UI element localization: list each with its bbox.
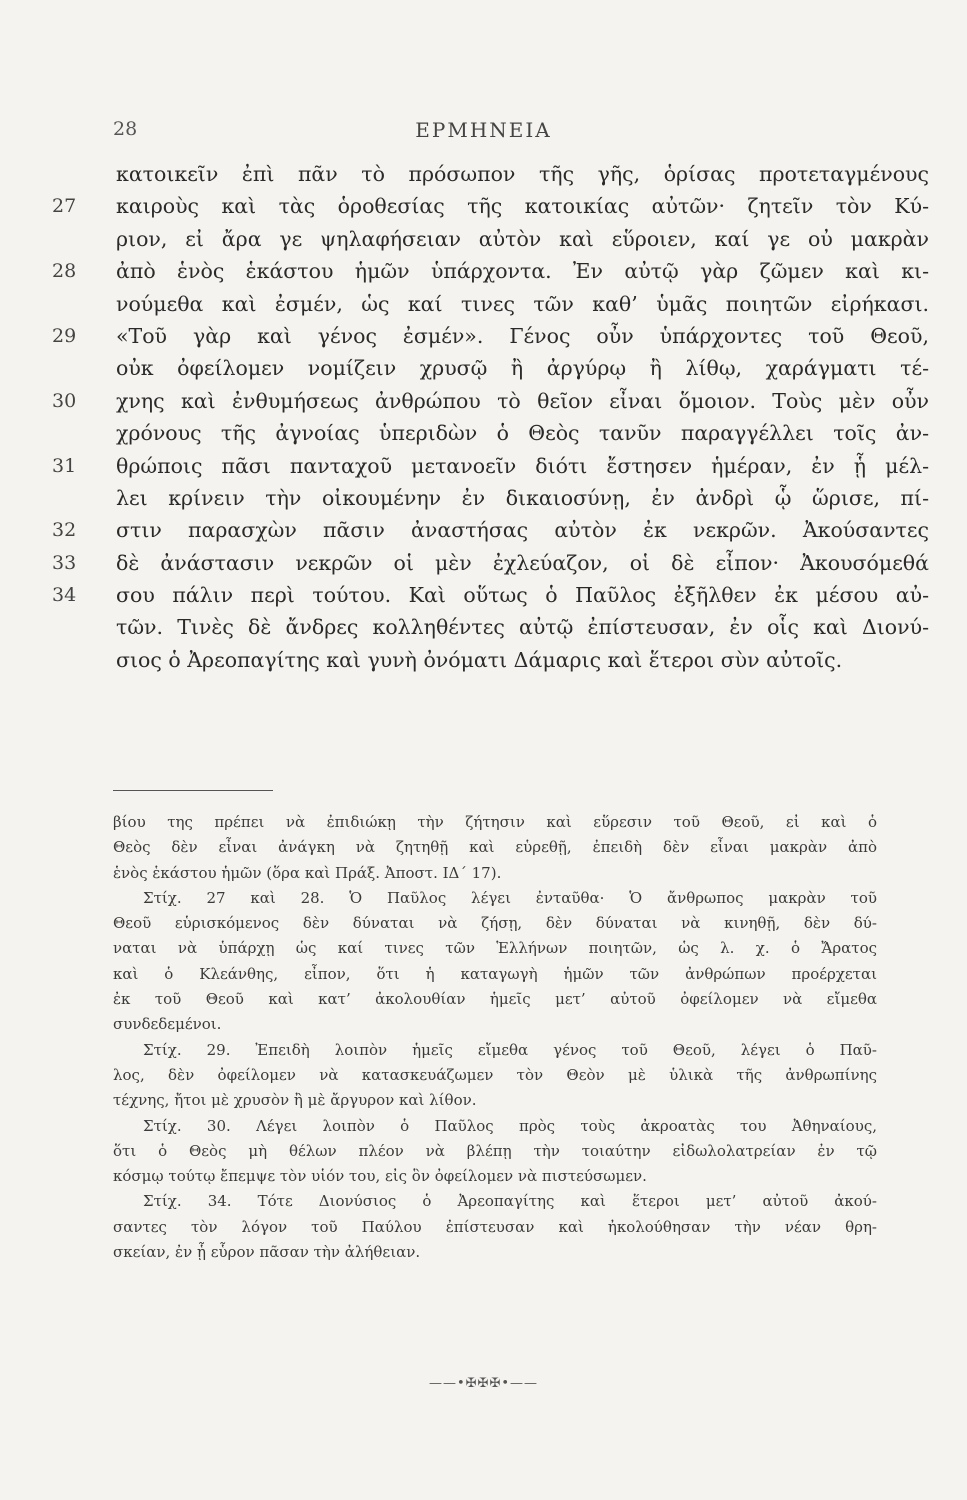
line-text: οὐκ ὀφείλομεν νομίζειν χρυσῷ ἢ ἀργύρῳ ἢ λίθῳ, χαράγματι τέ- [116,356,929,381]
text-line [52,611,929,643]
note-line: Στίχ. 27 καὶ 28. Ὁ Παῦλος λέγει ἐνταῦθα· Ὁ ἄνθρωπος μακρὰν τοῦ [143,888,877,907]
text-line [52,579,929,611]
note-line: Θεοῦ εὑρισκόμενος δὲν δύναται νὰ ζήσῃ, δὲν δύναται νὰ κινηθῇ, δὲν δύ- [113,914,877,933]
note-line: καὶ ὁ Κλεάνθης, εἶπον, ὅτι ἡ καταγωγὴ ἡμῶν τῶν ἀνθρώπων προέρχεται [113,964,877,983]
verse-number: 30 [52,389,77,412]
note-line: σαντες τὸν λόγον τοῦ Παύλου ἐπίστευσαν καὶ ἠκολούθησαν τὴν νέαν θρη- [113,1217,877,1236]
text-line [52,223,929,255]
verse-number: 33 [52,551,77,574]
line-text: λει κρίνειν τὴν οἰκουμένην ἐν δικαιοσύνῃ, ἐν ἀνδρὶ ᾧ ὥρισε, πί- [116,485,929,510]
text-line [52,190,929,222]
verse-number: 27 [52,195,77,218]
line-text: στιν παρασχὼν πᾶσιν ἀναστήσας αὐτὸν ἐκ νεκρῶν. Ἀκούσαντες [116,518,929,543]
line-text: «Τοῦ γὰρ καὶ γένος ἐσμέν». Γένος οὖν ὑπάρχοντες τοῦ Θεοῦ, [116,323,929,348]
text-line [52,514,929,546]
line-text: κατοικεῖν ἐπὶ πᾶν τὸ πρόσωπον τῆς γῆς, ὁρίσας προτεταγμένους [116,162,929,186]
end-ornament: ——•✠✠✠•—— [428,1376,538,1391]
running-title: ΕΡΜΗΝΕΙΑ [415,118,552,142]
line-text: σου πάλιν περὶ τούτου. Καὶ οὕτως ὁ Παῦλος ἐξῆλθεν ἐκ μέσου αὐ- [116,583,929,608]
note-line: τέχνης, ἤτοι μὲ χρυσὸν ἢ μὲ ἄργυρον καὶ λίθον. [113,1091,477,1110]
text-line [52,158,929,190]
verse-number: 31 [52,454,77,477]
note-line: λος, δὲν ὀφείλομεν νὰ κατασκευάζωμεν τὸν Θεὸν μὲ ὑλικὰ τῆς ἀνθρωπίνης [113,1065,877,1084]
note-line: Στίχ. 30. Λέγει λοιπὸν ὁ Παῦλος πρὸς τοὺς ἀκροατὰς του Ἀθηναίους, [143,1116,877,1135]
text-line [52,288,929,320]
line-text: δὲ ἀνάστασιν νεκρῶν οἱ μὲν ἐχλεύαζον, οἱ δὲ εἶπον· Ἀκουσόμεθά [116,550,929,575]
footnote-rule [113,790,273,791]
page-number: 28 [113,118,138,140]
note-line: Στίχ. 29. Ἐπειδὴ λοιπὸν ἡμεῖς εἴμεθα γένος τοῦ Θεοῦ, λέγει ὁ Παῦ- [143,1040,877,1059]
text-line [52,547,929,579]
text-line [52,417,929,449]
text-line [52,352,929,384]
note-line: ἑνὸς ἑκάστου ἡμῶν (ὅρα καὶ Πράξ. Ἀποστ. ΙΔ΄ 17). [113,863,502,882]
line-text: σιος ὁ Ἀρεοπαγίτης καὶ γυνὴ ὀνόματι Δάμαρις καὶ ἕτεροι σὺν αὐτοῖς. [116,647,843,672]
note-line: συνδεδεμένοι. [113,1015,222,1034]
note-line: κόσμῳ τούτῳ ἔπεμψε τὸν υἱόν του, εἰς ὃν ὀφείλομεν νὰ πιστεύσωμεν. [113,1167,647,1186]
text-line [52,644,882,676]
text-line [52,320,929,352]
line-text: ἀπὸ ἑνὸς ἑκάστου ἡμῶν ὑπάρχοντα. Ἐν αὐτῷ γὰρ ζῶμεν καὶ κι- [116,259,929,284]
page-header [0,118,967,148]
text-line [52,255,929,287]
main-text [52,158,929,676]
note-line: ἐκ τοῦ Θεοῦ καὶ κατ’ ἀκολουθίαν ἡμεῖς μετ’ αὐτοῦ ὀφείλομεν νὰ εἴμεθα [113,990,877,1009]
verse-number: 34 [52,584,77,607]
line-text: νούμεθα καὶ ἐσμέν, ὡς καί τινες τῶν καθ’ ὑμᾶς ποιητῶν εἰρήκασι. [116,291,929,316]
line-text: θρώποις πᾶσι πανταχοῦ μετανοεῖν διότι ἔστησεν ἡμέραν, ἐν ᾗ μέλ- [116,453,929,478]
line-text: τῶν. Τινὲς δὲ ἄνδρες κολληθέντες αὐτῷ ἐπίστευσαν, ἐν οἷς καὶ Διονύ- [116,615,929,640]
note-line: βίου της πρέπει νὰ ἐπιδιώκῃ τὴν ζήτησιν καὶ εὕρεσιν τοῦ Θεοῦ, εἰ καὶ ὁ [113,813,877,831]
text-line [52,450,929,482]
text-line [52,385,929,417]
verse-number: 29 [52,324,77,347]
verse-number: 28 [52,260,77,283]
note-line: ναται νὰ ὑπάρχῃ ὡς καί τινες τῶν Ἑλλήνων ποιητῶν, ὡς λ. χ. ὁ Ἄρατος [113,939,877,958]
note-line: Στίχ. 34. Τότε Διονύσιος ὁ Ἀρεοπαγίτης καὶ ἕτεροι μετ’ αὐτοῦ ἀκού- [143,1192,877,1211]
note-line: σκείαν, ἐν ᾗ εὗρον πᾶσαν τὴν ἀλήθειαν. [113,1243,421,1262]
verse-number: 32 [52,519,77,542]
line-text: ριον, εἰ ἄρα γε ψηλαφήσειαν αὐτὸν καὶ εὕροιεν, καί γε οὐ μακρὰν [116,226,929,251]
line-text: καιροὺς καὶ τὰς ὁροθεσίας τῆς κατοικίας αὐτῶν· ζητεῖν τὸν Κύ- [116,194,929,219]
text-line [52,482,929,514]
note-line: Θεὸς δὲν εἶναι ἀνάγκη νὰ ζητηθῇ καὶ εὑρεθῇ, ἐπειδὴ δὲν εἶναι μακρὰν ἀπὸ [113,838,877,857]
note-line: ὅτι ὁ Θεὸς μὴ θέλων πλέον νὰ βλέπῃ τὴν τοιαύτην εἰδωλολατρείαν ἐν τῷ [113,1141,877,1160]
line-text: χνης καὶ ἐνθυμήσεως ἀνθρώπου τὸ θεῖον εἶναι ὅμοιον. Τοὺς μὲν οὖν [116,388,929,413]
line-text: χρόνους τῆς ἀγνοίας ὑπεριδὼν ὁ Θεὸς τανῦν παραγγέλλει τοῖς ἀν- [116,421,929,446]
commentary-notes [113,810,877,1265]
